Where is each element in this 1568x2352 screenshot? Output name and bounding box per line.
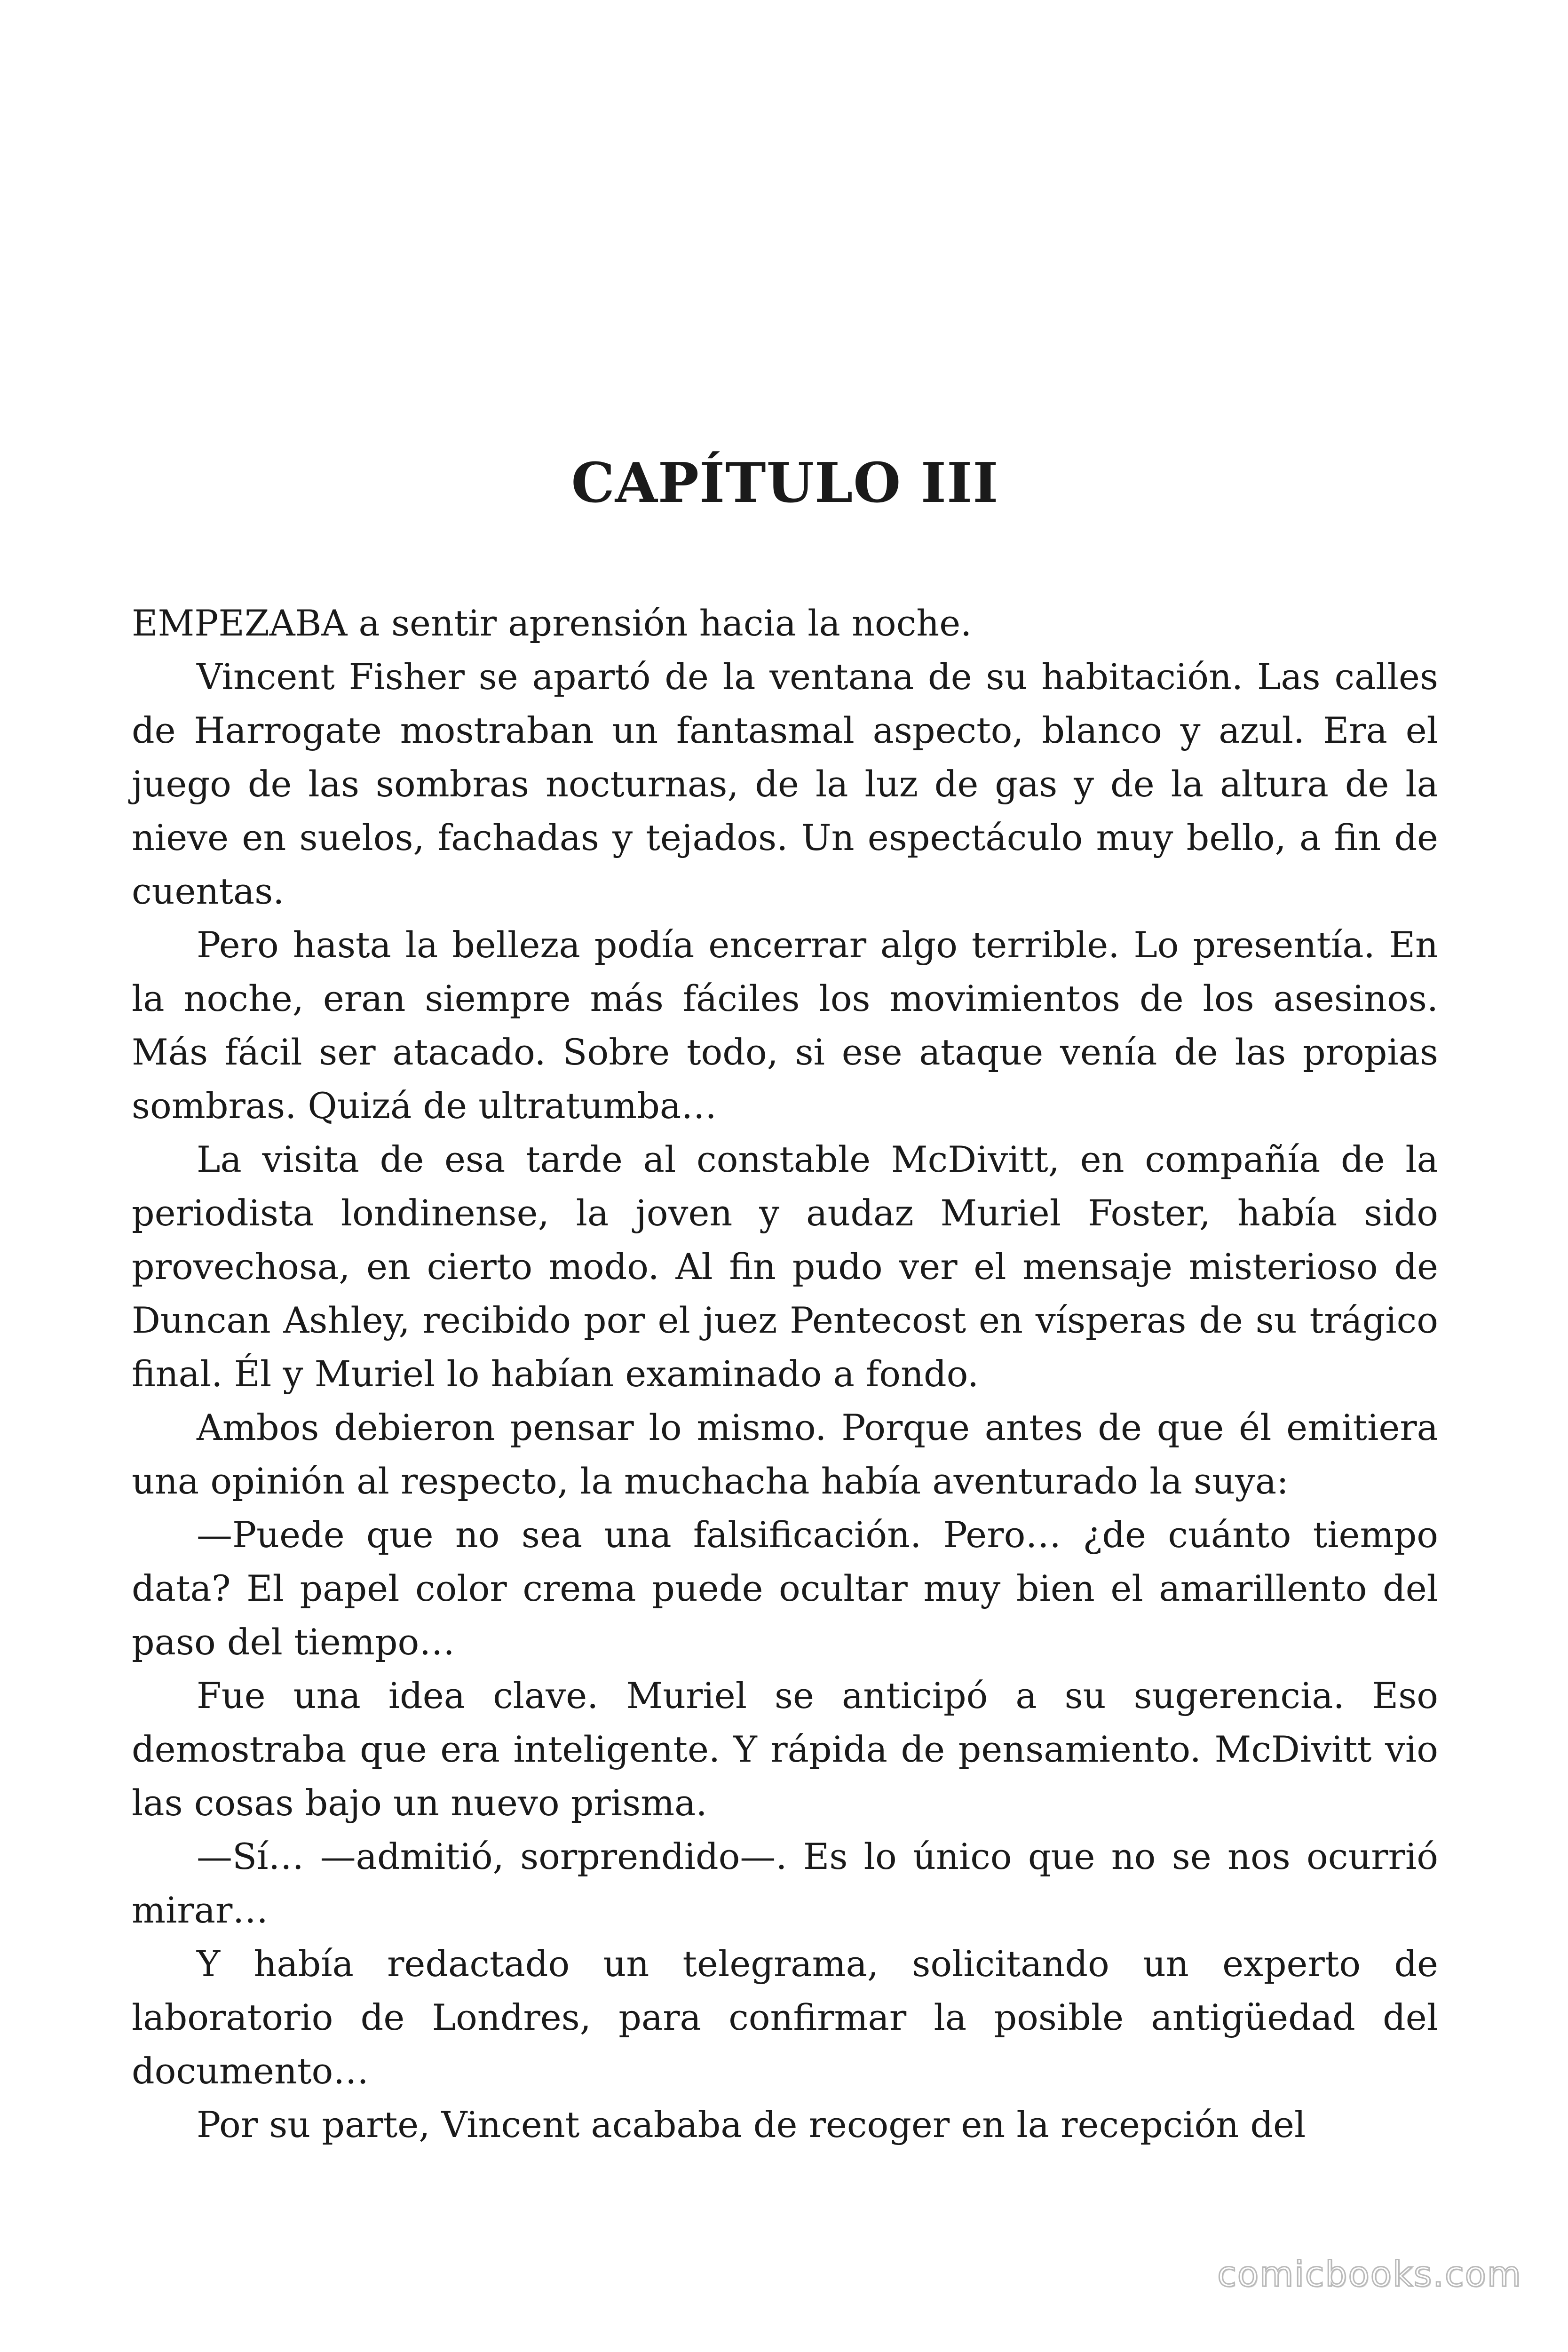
paragraph: Fue una idea clave. Muriel se anticipó a su sugerencia. Eso demostraba que era inteligente. Y rápida de pensamiento. McDivitt vio las cosas bajo un nuevo prisma. <box>132 1675 1438 1824</box>
paragraph: Ambos debieron pensar lo mismo. Porque antes de que él emitiera una opinión al respecto, la muchacha había aventurado la suya: <box>132 1406 1438 1502</box>
paragraph: Por su parte, Vincent acababa de recoger en la recepción del <box>197 2104 1306 2145</box>
paragraph: —Sí… —admitió, sorprendido—. Es lo único que no se nos ocurrió mirar… <box>132 1836 1438 1931</box>
paragraph: Y había redactado un telegrama, solicitando un experto de laboratorio de Londres, para confirmar la posible antigüedad del documento… <box>132 1943 1438 2092</box>
chapter-title: CAPÍTULO III <box>571 451 999 515</box>
paragraph: Pero hasta la belleza podía encerrar algo terrible. Lo presentía. En la noche, eran siempre más fáciles los movimientos de los asesinos. Más fácil ser atacado. Sobre todo, si ese ataque venía de las propias sombras. Quizá de ultratumba… <box>132 924 1438 1127</box>
paragraph: EMPEZABA a sentir aprensión hacia la noche. <box>132 602 972 644</box>
paragraph: Vincent Fisher se apartó de la ventana de su habitación. Las calles de Harrogate mostraban un fantasmal aspecto, blanco y azul. Era el juego de las sombras nocturnas, de la luz de gas y de la altura de la nieve en suelos, fachadas y tejados. Un espectáculo muy bello, a fin de cuentas. <box>132 656 1438 912</box>
book-page <box>132 0 1438 2352</box>
watermark: comicbooks.com <box>1217 2254 1522 2295</box>
paragraph: La visita de esa tarde al constable McDivitt, en compañía de la periodista londinense, la joven y audaz Muriel Foster, había sido provechosa, en cierto modo. Al fin pudo ver el mensaje misterioso de Duncan Ashley, recibido por el juez Pentecost en vísperas de su trágico final. Él y Muriel lo habían examinado a fondo. <box>132 1138 1438 1395</box>
chapter-body <box>132 596 1438 2152</box>
paragraph: —Puede que no sea una falsificación. Pero… ¿de cuánto tiempo data? El papel color crema puede ocultar muy bien el amarillento del paso del tiempo… <box>132 1514 1438 1663</box>
